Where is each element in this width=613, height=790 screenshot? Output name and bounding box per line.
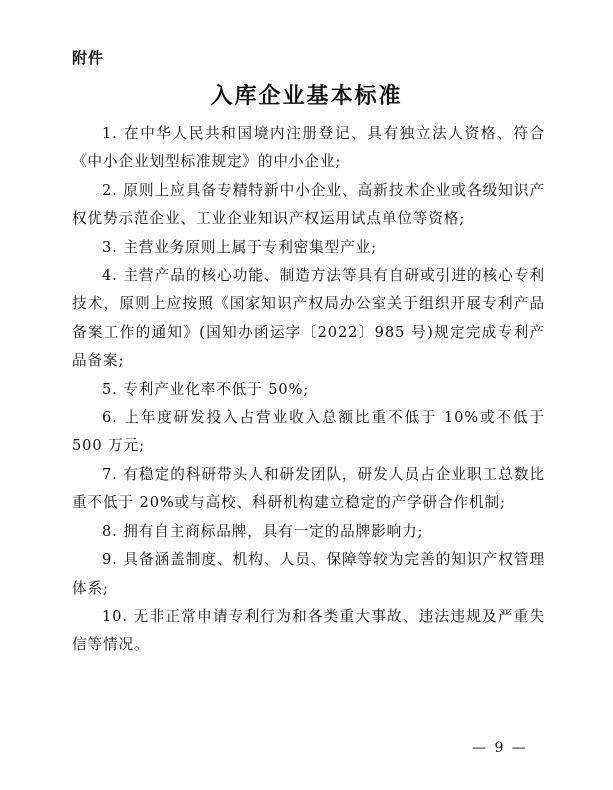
standard-item-1: 1. 在中华人民共和国境内注册登记、具有独立法人资格、符合《中小企业划型标准规定》的中小企业; (72, 125, 545, 171)
document-title: 入库企业基本标准 (210, 84, 403, 109)
standard-item-5: 5. 专利产业化率不低于 50%; (102, 380, 310, 398)
standard-item-4: 4. 主营产品的核心功能、制造方法等具有自研或引进的核心专利技术，原则上应按照《国家知识产权局办公室关于组织开展专利产品备案工作的通知》(国知办函运字〔2022〕985 号)规定完成专利产品备案; (72, 267, 545, 370)
standard-item-8: 8. 拥有自主商标品牌，具有一定的品牌影响力; (102, 522, 424, 540)
standard-item-10: 10. 无非正常申请专利行为和各类重大事故、违法违规及严重失信等情况。 (72, 607, 545, 654)
page-number: — 9 — (472, 740, 528, 756)
standard-item-3: 3. 主营业务原则上属于专利密集型产业; (102, 238, 377, 256)
standard-item-7: 7. 有稳定的科研带头人和研发团队，研发人员占企业职工总数比重不低于 20%或与高校、科研机构建立稳定的产学研合作机制; (72, 465, 545, 512)
standards-list (72, 120, 545, 660)
standard-item-6: 6. 上年度研发投入占营业收入总额比重不低于 10%或不低于 500 万元; (72, 409, 545, 455)
standard-item-2: 2. 原则上应具备专精特新中小企业、高新技术企业或各级知识产权优势示范企业、工业企业知识产权运用试点单位等资格; (72, 181, 545, 228)
attachment-label: 附件 (72, 49, 105, 67)
standard-item-9: 9. 具备涵盖制度、机构、人员、保障等较为完善的知识产权管理体系; (72, 551, 545, 597)
